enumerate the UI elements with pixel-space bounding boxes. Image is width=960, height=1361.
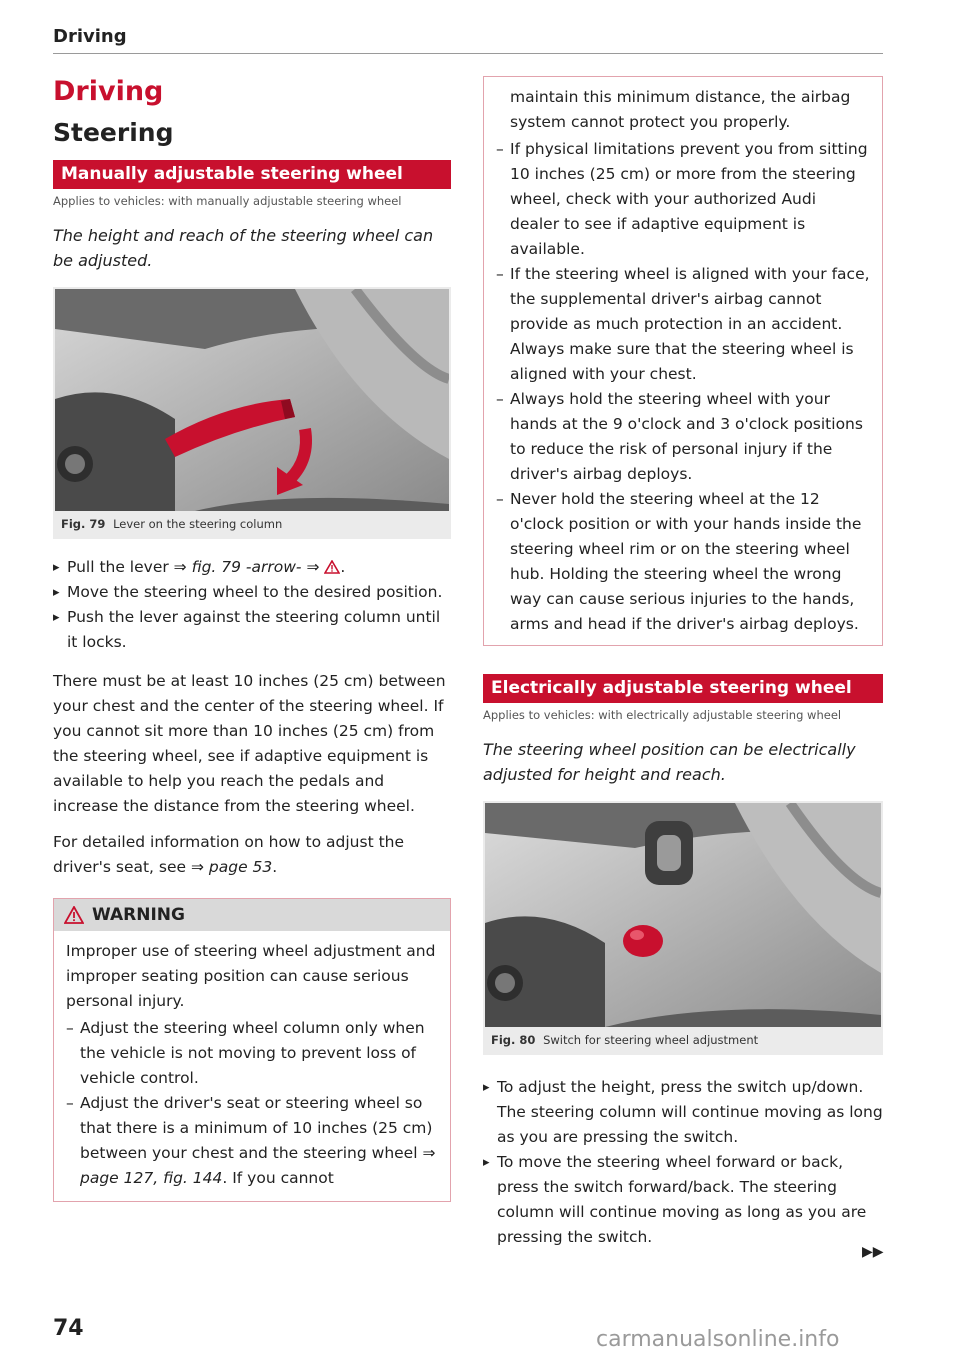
step-adjust-height: ▸ To adjust the height, press the switch up/down. The steering column will continue moving as long as you are pressing the switch. (483, 1075, 883, 1150)
warning-item: – Always hold the steering wheel with your hands at the 9 o'clock and 3 o'clock positions to reduce the risk of personal injury if the driver's airbag deploys. (496, 387, 870, 487)
left-column (53, 70, 451, 1202)
step-tail: ⇒ (301, 558, 325, 576)
step-adjust-reach: ▸ To move the steering wheel forward or back, press the switch forward/back. The steering column will continue moving as long as you are pressing the switch. (483, 1150, 883, 1250)
warning-item (66, 1091, 438, 1191)
figure-number-79: Fig. 79 (61, 517, 106, 531)
seat-end: . (272, 858, 278, 876)
figure-caption-80 (485, 1027, 881, 1047)
seat-text: For detailed information on how to adjust the driver's seat, see (53, 833, 405, 876)
warning-intro: Improper use of steering wheel adjustment and improper seating position can cause serious personal injury. (66, 942, 436, 1010)
figure-79 (53, 287, 451, 539)
warning-continued (483, 76, 883, 646)
warning-cont-list (496, 137, 870, 637)
warning-icon (64, 906, 84, 924)
topic-title-electric: Electrically adjustable steering wheel (483, 674, 883, 703)
steps-manual (53, 555, 451, 655)
lever-illustration (55, 289, 449, 511)
step-push-lever: ▸ Push the lever against the steering column until it locks. (53, 605, 451, 655)
warning-header (54, 899, 450, 931)
figure-caption-79 (55, 511, 449, 531)
warning-icon (324, 560, 340, 574)
steps-electric (483, 1075, 883, 1250)
watermark: carmanualsonline.info (596, 1327, 840, 1352)
figure-caption-text-79: Lever on the steering column (113, 517, 283, 531)
running-head: Driving (53, 26, 127, 47)
intro-manual: The height and reach of the steering wheel can be adjusted. (53, 226, 434, 270)
warning-box (53, 898, 451, 1202)
fig-ref-link[interactable]: ⇒ fig. 79 -arrow- (173, 558, 302, 576)
section-title: Steering (53, 118, 174, 147)
warning-item: – Never hold the steering wheel at the 12 o'clock position or with your hands inside the steering wheel rim or on the steering wheel hub. Holding the steering wheel the wrong way can cause serious injuries to the hands, arms and head if the driver's airbag deploys. (496, 487, 870, 637)
step-pull-lever: ▸ Pull the lever ⇒ fig. 79 -arrow- ⇒ . (53, 555, 451, 580)
warning-cont-text: maintain this minimum distance, the airbag system cannot protect you properly. (510, 88, 851, 131)
page-ref-link[interactable]: ⇒ page 53 (190, 858, 273, 876)
continue-arrow-icon: ▶▶ (862, 1244, 884, 1260)
page-ref-link[interactable]: ⇒ page 127, fig. 144 (80, 1144, 436, 1187)
warning-item-text: Adjust the driver's seat or steering wheel so that there is a minimum of 10 inches (25 cm) between your chest and the steering wheel (80, 1094, 433, 1162)
warning-title: WARNING (92, 905, 185, 925)
topic-title-manual: Manually adjustable steering wheel (53, 160, 451, 189)
applies-to-electric: Applies to vehicles: with electrically adjustable steering wheel (483, 708, 842, 722)
header-rule (53, 53, 883, 54)
page-number: 74 (53, 1316, 84, 1341)
step-text: Pull the lever (67, 558, 174, 576)
warning-item-tail: . If you cannot (222, 1169, 334, 1187)
right-column (483, 76, 883, 1250)
applies-to-manual: Applies to vehicles: with manually adjustable steering wheel (53, 194, 402, 208)
warning-list (66, 1016, 438, 1191)
switch-illustration (485, 803, 881, 1027)
figure-80 (483, 801, 883, 1055)
seat-paragraph (53, 830, 451, 880)
warning-item: – If physical limitations prevent you from sitting 10 inches (25 cm) or more from the steering wheel, check with your authorized Audi dealer to see if adaptive equipment is available. (496, 137, 870, 262)
chapter-title: Driving (53, 76, 164, 107)
warning-item: – If the steering wheel is aligned with your face, the supplemental driver's airbag cannot provide as much protection in an accident. Always make sure that the steering wheel is aligned with your chest. (496, 262, 870, 387)
figure-number-80: Fig. 80 (491, 1033, 536, 1047)
warning-item: – Adjust the steering wheel column only when the vehicle is not moving to prevent loss of vehicle control. (66, 1016, 438, 1091)
warning-body (54, 931, 450, 1201)
step-move-wheel: ▸ Move the steering wheel to the desired position. (53, 580, 451, 605)
intro-electric: The steering wheel position can be electrically adjusted for height and reach. (483, 740, 856, 784)
figure-caption-text-80: Switch for steering wheel adjustment (543, 1033, 759, 1047)
distance-paragraph: There must be at least 10 inches (25 cm) between your chest and the center of the steering wheel. If you cannot sit more than 10 inches (25 cm) from the steering wheel, see if adaptive equipment is available to help you reach the pedals and increase the distance from the steering wheel. (53, 672, 446, 815)
